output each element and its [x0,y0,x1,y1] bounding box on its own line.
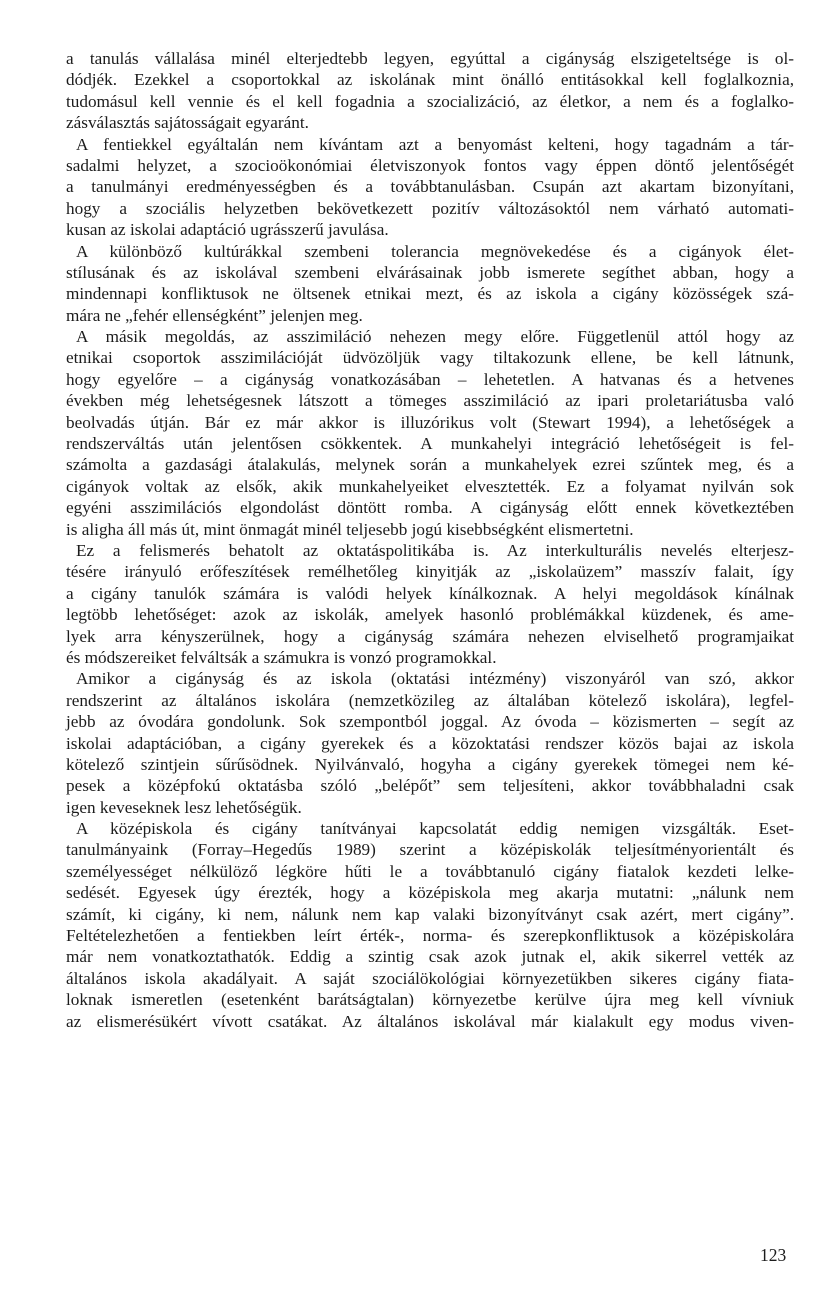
text-line: kötelező szintjein sűrűsödnek. Nyilvánvaló, hogyha a cigány gyerekek tömegei nem ké- [66,754,794,774]
text-line: stílusának és az iskolával szembeni elvárásainak jobb ismerete segíthet abban, hogy a [66,262,794,282]
text-line: hogy a szociális helyzetben bekövetkezett pozitív változásoktól nem várható automati- [66,198,794,218]
text-line: tanulmányaink (Forray–Hegedűs 1989) szerint a középiskolák teljesítményorientált és [66,840,794,860]
paragraph [66,241,794,327]
text-line: beolvadás útján. Bár ez már akkor is illuzórikus volt (Stewart 1994), a lehetőségek a [66,412,794,432]
text-line: egyéni asszimilációs elgondolást döntött romba. A cigányság előtt ennek következtében [66,498,794,518]
text-line: dódjék. Ezekkel a csoportokkal az iskolának mint önálló entitásokkal kell foglalkoznia, [66,70,794,90]
text-line: számít, ki cigány, ki nem, nálunk nem kap valaki bizonyítványt csak azért, mert cigány”. [66,904,794,924]
text-line: iskolai adaptációban, a cigány gyerekek és a közoktatási rendszer közös bajai az iskola [66,733,794,753]
text-line: legtöbb lehetőséget: azok az iskolák, amelyek hasonló problémákkal küzdenek, és ame- [66,605,794,625]
paragraph [66,540,794,668]
text-line: általános iskola akadályait. A saját szociálökológiai környezetükben sikeres cigány fiata- [66,968,794,988]
text-line: Feltételezhetően a fentiekben leírt érték-, norma- és szerepkonfliktusok a középiskolára [66,926,794,946]
text-line: rendszerváltás után jelentősen csökkentek. A munkahelyi integráció lehetőségeit is fel- [66,434,794,454]
paragraph [66,134,794,241]
text-line: és módszereiket felváltsák a számukra is vonzó programokkal. [66,647,497,667]
paragraph [66,326,794,540]
text-line: A másik megoldás, az asszimiláció nehezen megy előre. Függetlenül attól hogy az [76,327,794,347]
text-line: cigányok voltak az elsők, akik munkahelyeiket elvesztették. Ez a folyamat nyilván sok [66,476,794,496]
text-line: az elismerésükért vívott csatákat. Az általános iskolával már kialakult egy modus viven- [66,1011,794,1031]
text-line: tésére irányuló erőfeszítések remélhetőleg kinyitják az „iskolaüzem” masszív falait, így [66,562,794,582]
paragraph [66,48,794,134]
text-line: A fentiekkel egyáltalán nem kívántam azt a benyomást kelteni, hogy tagadnám a tár- [76,134,794,154]
text-line: A középiskola és cigány tanítványai kapcsolatát eddig nemigen vizsgálták. Eset- [76,819,794,839]
text-line: a tanulás vállalása minél elterjedtebb legyen, egyúttal a cigányság elszigeteltsége is ol- [66,49,794,68]
text-line: Ez a felismerés behatolt az oktatáspolitikába is. Az interkulturális nevelés elterjesz- [76,540,794,560]
text-line: sadalmi helyzet, a szocioökonómiai életviszonyok fontos vagy éppen döntő jelentőségét [66,155,794,175]
text-line: zásválasztás sajátosságait egyaránt. [66,113,309,133]
text-line: rendszerint az általános iskolára (nemzetközileg az általában kötelező iskolára), legfel- [66,690,794,710]
text-line: loknak ismeretlen (esetenként barátságtalan) környezetbe kerülve újra meg kell vívniuk [66,990,794,1010]
text-line: sedését. Egyesek úgy érezték, hogy a középiskola meg akarja mutatni: „nálunk nem [66,883,794,903]
text-line: is aligha áll más út, mint önmagát minél teljesebb jogú kisebbségként elismertetni. [66,519,634,539]
text-line: igen keveseknek lesz lehetőségük. [66,797,302,817]
text-line: számolta a gazdasági átalakulás, melynek során a munkahelyek ezrei szűntek meg, és a [66,455,794,475]
text-line: etnikai csoportok asszimilációját üdvözöljük vagy tiltakozunk ellene, be kell látnunk, [66,348,794,368]
text-line: A különböző kultúrákkal szembeni tolerancia megnövekedése és a cigányok élet- [76,241,794,261]
text-line: jebb az óvodára gondolunk. Sok szempontból joggal. Az óvoda – közismerten – segít az [66,712,794,732]
text-line: mindennapi konfliktusok ne öltsenek etnikai mezt, és az iskola a cigány közösségek szá- [66,284,794,304]
text-line: a tanulmányi eredményességben és a továbbtanulásban. Csupán azt akartam bizonyítani, [66,177,794,197]
text-line: pesek a középfokú oktatásba szóló „belépőt” sem teljesíteni, akkor továbbhaladni csak [66,776,794,796]
text-line: már nem vonatkoztathatók. Eddig a szintig csak azok jutnak el, akik sikerrel vették az [66,947,794,967]
paragraph [66,668,794,818]
text-line: személyességet nélkülöző légköre hűti le a továbbtanuló cigány fiatalok kezdeti lelke- [66,861,794,881]
text-line: években még lehetségesnek látszott a tömeges asszimiláció az ipari proletariátusba való [66,391,794,411]
text-line: lyek arra kényszerülnek, hogy a cigányság számára nehezen elviselhető programjaikat [66,626,794,646]
text-line: hogy egyelőre – a cigányság vonatkozásában – lehetetlen. A hatvanas és a hetvenes [66,369,794,389]
text-line: a cigány tanulók számára is valódi helyek kínálkoznak. A helyi megoldások kínálnak [66,583,794,603]
page-number: 123 [760,1245,787,1265]
page-body [66,48,794,1032]
text-line: kusan az iskolai adaptáció ugrásszerű javulása. [66,220,389,240]
text-line: tudomásul kell vennie és el kell fogadnia a szocializáció, az életkor, a nem és a foglalko- [66,91,794,111]
text-line: Amikor a cigányság és az iskola (oktatási intézmény) viszonyáról van szó, akkor [76,669,794,689]
text-line: mára ne „fehér ellenségként” jelenjen meg. [66,305,363,325]
paragraph [66,818,794,1032]
